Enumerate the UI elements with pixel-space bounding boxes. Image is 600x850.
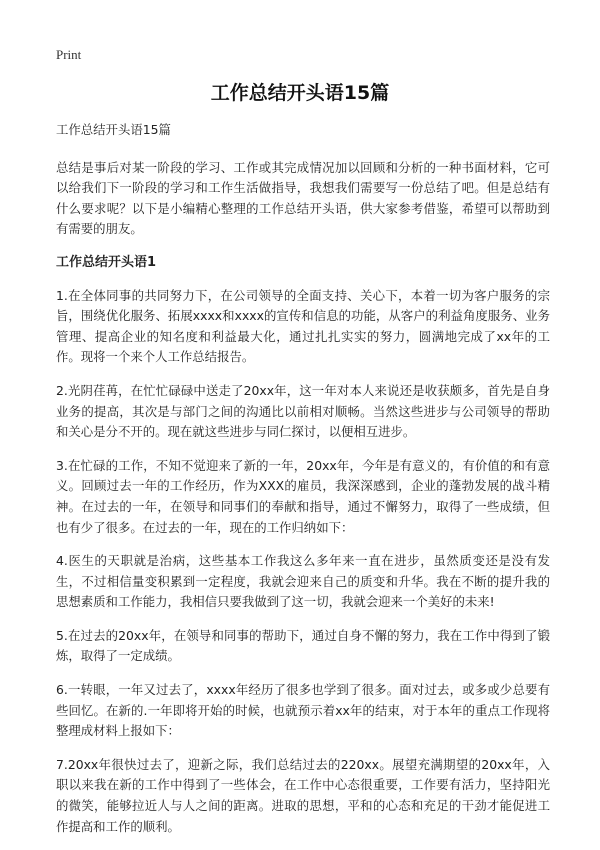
paragraph-3: 3.在忙碌的工作，不知不觉迎来了新的一年，20xx年，今年是有意义的，有价值的和有意义。回顾过去一年的工作经历，作为XXX的雇员，我深深感到，企业的蓬勃发展的战斗精神。在过去的一年，在领导和同事们的奉献和指导，通过不懈努力，取得了一些成绩，但也有少了很多。在过去的一年，现在的工作归纳如下： [56,457,550,535]
document-title: 工作总结开头语15篇 [210,82,390,104]
intro-paragraph: 总结是事后对某一阶段的学习、工作或其完成情况加以回顾和分析的一种书面材料，它可以给我们下一阶段的学习和工作生活做指导，我想我们需要写一份总结了吧。但是总结有什么要求呢？以下是小编精心整理的工作总结开头语，供大家参考借鉴，希望可以帮助到有需要的朋友。 [56,159,550,237]
document-body [56,120,550,850]
print-label: Print [56,47,82,62]
paragraph-2: 2.光阴荏苒，在忙忙碌碌中送走了20xx年，这一年对本人来说还是收获颇多，首先是自身业务的提高，其次是与部门之间的沟通比以前相对顺畅。当然这些进步与公司领导的帮助和关心是分不开的。现在就这些进步与同仁探讨，以便相互进步。 [56,382,550,440]
paragraph-1: 1.在全体同事的共同努力下，在公司领导的全面支持、关心下，本着一切为客户服务的宗旨，围绕优化服务、拓展xxxx和xxxx的宣传和信息的功能，从客户的利益角度服务、业务管理、提高企业的知名度和利益最大化，通过扎扎实实的努力，圆满地完成了xx年的工作。现将一个来个人工作总结报告。 [56,287,550,365]
paragraph-6: 6.一转眼，一年又过去了，xxxx年经历了很多也学到了很多。面对过去，或多或少总要有些回忆。在新的.一年即将开始的时候，也就预示着xx年的结束，对于本年的重点工作现将整理成材料上报如下： [56,682,550,739]
paragraph-7: 7.20xx年很快过去了，迎新之际，我们总结过去的220xx。展望充满期望的20xx年，入职以来我在新的工作中得到了一些体会，在工作中心态很重要，工作要有活力，坚持阳光的微笑，能够拉近人与人之间的距离。进取的思想，平和的心态和充足的干劲才能促进工作提高和工作的顺利。 [56,756,550,834]
document-subtitle: 工作总结开头语15篇 [56,122,171,137]
section-heading: 工作总结开头语1 [56,254,157,270]
paragraph-5: 5.在过去的20xx年，在领导和同事的帮助下，通过自身不懈的努力，我在工作中得到了锻炼，取得了一定成绩。 [56,627,550,664]
paragraph-4: 4.医生的天职就是治病，这些基本工作我这么多年来一直在进步，虽然质变还是没有发生，不过相信量变积累到一定程度，我就会迎来自己的质变和升华。我在不断的提升我的思想素质和工作能力，我相信只要我做到了这一切，我就会迎来一个美好的未来! [56,553,550,610]
